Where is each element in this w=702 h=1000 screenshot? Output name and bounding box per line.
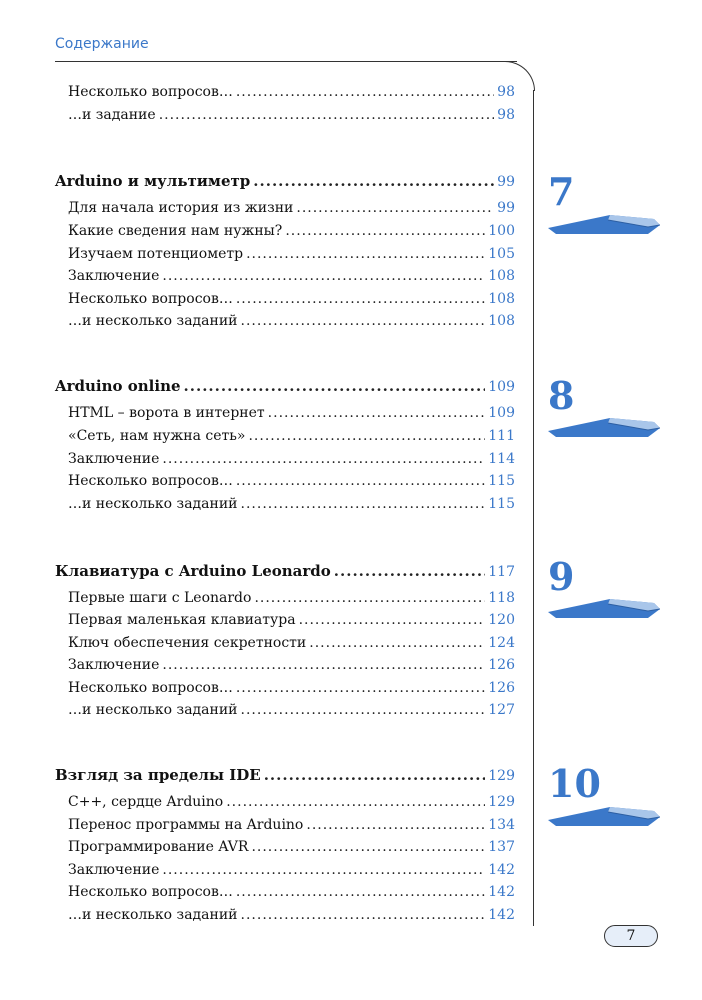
chapter-page: 117	[488, 564, 515, 580]
chapter-page: 109	[488, 379, 515, 395]
dot-leader	[159, 104, 494, 126]
toc-entry-page: 111	[488, 428, 515, 444]
toc-entry[interactable]	[68, 493, 515, 515]
toc-entry-page: 124	[488, 635, 515, 651]
dot-leader	[253, 170, 494, 192]
toc-entry[interactable]	[68, 814, 515, 836]
toc-entry[interactable]	[68, 104, 515, 126]
dot-leader	[248, 425, 485, 447]
toc-entry-title: Программирование AVR	[68, 839, 249, 855]
toc-entry-title: Ключ обеспечения секретности	[68, 635, 307, 651]
dot-leader	[334, 560, 485, 582]
toc-entry-page: 129	[488, 794, 515, 810]
page-number-badge: 7	[604, 925, 658, 947]
dot-leader	[226, 791, 485, 813]
dot-leader	[246, 243, 485, 265]
dot-leader	[162, 265, 485, 287]
dot-leader	[251, 836, 485, 858]
toc-entry[interactable]	[68, 220, 515, 242]
toc-entry-title: …и задание	[68, 107, 156, 123]
toc-entry[interactable]	[68, 448, 515, 470]
toc-entry-page: 137	[488, 839, 515, 855]
toc-entry-title: Несколько вопросов…	[68, 884, 233, 900]
chapter-title: Клавиатура с Arduino Leonardo	[55, 562, 331, 580]
chapter-arrow-icon	[548, 413, 660, 439]
toc-entry-title: …и несколько заданий	[68, 313, 238, 329]
chapter-page: 99	[497, 174, 515, 190]
toc-entry-page: 98	[497, 84, 515, 100]
dot-leader	[236, 470, 485, 492]
chapter-title: Arduino и мультиметр	[55, 172, 251, 190]
toc-entry-page: 120	[488, 612, 515, 628]
dot-leader	[162, 654, 485, 676]
toc-entry-page: 118	[488, 590, 515, 606]
toc-entry[interactable]	[68, 609, 515, 631]
toc-entry-page: 126	[488, 657, 515, 673]
toc-entry-title: HTML – ворота в интернет	[68, 405, 265, 421]
chapter-title: Взгляд за пределы IDE	[55, 766, 261, 784]
toc-entry[interactable]	[68, 881, 515, 903]
chapter-number-10: 10	[548, 761, 601, 806]
chapter-title: Arduino online	[55, 377, 181, 395]
toc-entry-title: Несколько вопросов…	[68, 291, 233, 307]
toc-entry-title: Изучаем потенциометр	[68, 246, 244, 262]
toc-entry-page: 98	[497, 107, 515, 123]
dot-leader	[306, 814, 485, 836]
toc-entry[interactable]	[68, 402, 515, 424]
toc-entry-title: Перенос программы на Arduino	[68, 817, 304, 833]
dot-leader	[162, 448, 485, 470]
toc-entry-title: …и несколько заданий	[68, 702, 238, 718]
toc-entry-title: Заключение	[68, 657, 160, 673]
toc-entry[interactable]	[68, 470, 515, 492]
toc-entry[interactable]	[68, 587, 515, 609]
toc-entry-page: 108	[488, 291, 515, 307]
toc-entry-page: 115	[488, 496, 515, 512]
toc-entry-page: 108	[488, 268, 515, 284]
toc-chapter-9[interactable]	[55, 560, 515, 582]
toc-entry-page: 127	[488, 702, 515, 718]
dot-leader	[241, 310, 486, 332]
toc-entry[interactable]	[68, 243, 515, 265]
toc-entry-title: Первая маленькая клавиатура	[68, 612, 296, 628]
chapter-number-8: 8	[548, 373, 575, 418]
toc-entry[interactable]	[68, 310, 515, 332]
dot-leader	[162, 859, 485, 881]
toc-entry[interactable]	[68, 904, 515, 926]
toc-entry[interactable]	[68, 836, 515, 858]
dot-leader	[241, 699, 486, 721]
toc-entry-page: 134	[488, 817, 515, 833]
toc-entry-page: 99	[497, 200, 515, 216]
dot-leader	[264, 764, 486, 786]
toc-entry-page: 100	[488, 223, 515, 239]
toc-entry-title: Несколько вопросов…	[68, 473, 233, 489]
toc-entry[interactable]	[68, 791, 515, 813]
chapter-number-9: 9	[548, 554, 575, 599]
toc-entry[interactable]	[68, 197, 515, 219]
dot-leader	[236, 288, 485, 310]
toc-entry[interactable]	[68, 859, 515, 881]
dot-leader	[268, 402, 486, 424]
toc-entry-title: Несколько вопросов…	[68, 84, 233, 100]
toc-entry-title: Какие сведения нам нужны?	[68, 223, 283, 239]
toc-entry[interactable]	[68, 654, 515, 676]
running-header: Содержание	[55, 36, 149, 52]
toc-entry[interactable]	[68, 677, 515, 699]
toc-entry[interactable]	[68, 425, 515, 447]
toc-entry[interactable]	[68, 265, 515, 287]
chapter-number-7: 7	[548, 169, 575, 214]
toc-entry-title: …и несколько заданий	[68, 496, 238, 512]
toc-entry[interactable]	[68, 81, 515, 103]
dot-leader	[254, 587, 485, 609]
toc-chapter-7[interactable]	[55, 170, 515, 192]
dot-leader	[285, 220, 485, 242]
toc-entry-title: Заключение	[68, 862, 160, 878]
toc-entry-page: 115	[488, 473, 515, 489]
dot-leader	[241, 904, 486, 926]
toc-entry-page: 126	[488, 680, 515, 696]
toc-entry-title: …и несколько заданий	[68, 907, 238, 923]
toc-entry-title: Несколько вопросов…	[68, 680, 233, 696]
dot-leader	[296, 197, 494, 219]
toc-entry-title: Заключение	[68, 268, 160, 284]
toc-entry-title: C++, сердце Arduino	[68, 794, 224, 810]
toc-entry-title: Первые шаги с Leonardo	[68, 590, 252, 606]
toc-entry-title: Для начала история из жизни	[68, 200, 294, 216]
chapter-arrow-icon	[548, 594, 660, 620]
chapter-arrow-icon	[548, 210, 660, 236]
toc-entry-page: 109	[488, 405, 515, 421]
dot-leader	[236, 677, 485, 699]
toc-entry-page: 142	[488, 884, 515, 900]
toc-chapter-10[interactable]	[55, 764, 515, 786]
dot-leader	[236, 881, 485, 903]
toc-entry-page: 114	[488, 451, 515, 467]
chapter-arrow-icon	[548, 802, 660, 828]
toc-entry-page: 105	[488, 246, 515, 262]
toc-entry-page: 142	[488, 862, 515, 878]
toc-entry-title: Заключение	[68, 451, 160, 467]
dot-leader	[184, 375, 486, 397]
chapter-page: 129	[488, 768, 515, 784]
toc-entry[interactable]	[68, 632, 515, 654]
toc-entry-title: «Сеть, нам нужна сеть»	[68, 428, 246, 444]
dot-leader	[309, 632, 485, 654]
toc-chapter-8[interactable]	[55, 375, 515, 397]
toc-entry[interactable]	[68, 699, 515, 721]
dot-leader	[241, 493, 486, 515]
toc-entry[interactable]	[68, 288, 515, 310]
toc-entry-page: 142	[488, 907, 515, 923]
dot-leader	[236, 81, 494, 103]
toc-entry-page: 108	[488, 313, 515, 329]
dot-leader	[299, 609, 486, 631]
